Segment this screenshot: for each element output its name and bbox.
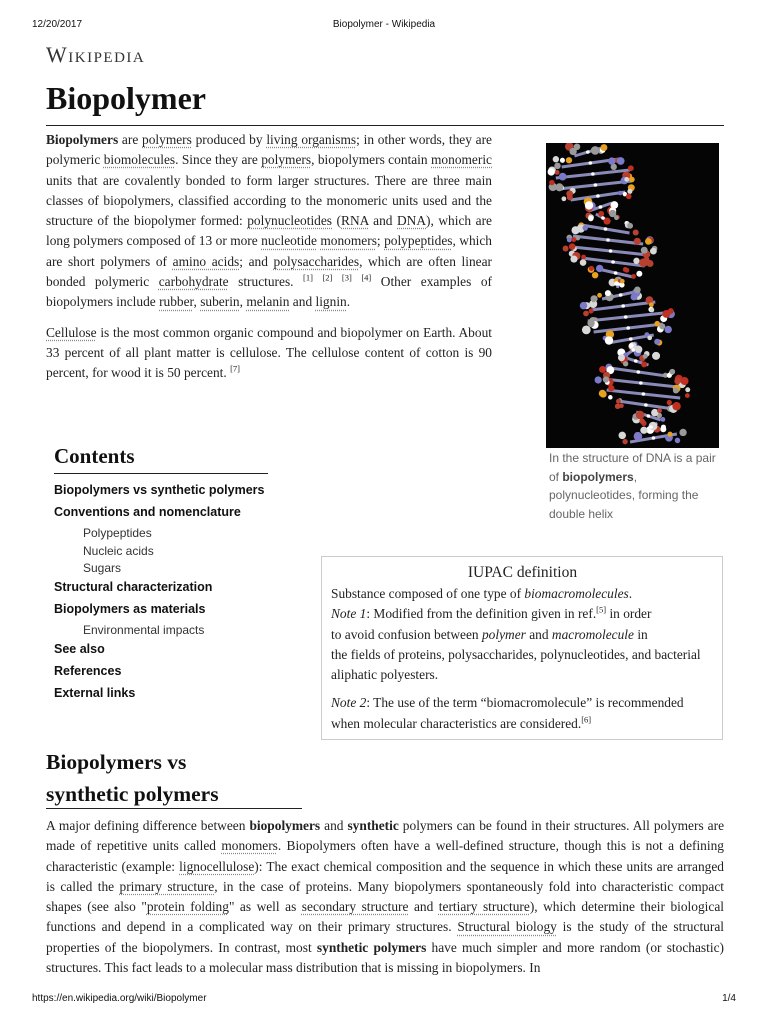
atom: [594, 183, 598, 187]
atom: [619, 403, 624, 408]
intro-paragraph-1: [46, 130, 492, 313]
text-run: : The use of the term “biomacromolecule” is recommended: [366, 695, 684, 711]
atom: [583, 225, 588, 230]
print-page-title: Biopolymer - Wikipedia: [332, 19, 436, 30]
atom: [639, 381, 643, 385]
text-run: ): The exact chemical composition and the sequence in which these units are arranged is called the: [46, 858, 724, 894]
atom: [603, 376, 609, 382]
atom: [626, 194, 632, 200]
wiki-link[interactable]: polynucleotides: [247, 213, 333, 229]
text-run: when molecular characteristics are considered.: [331, 715, 582, 731]
atom: [599, 390, 606, 397]
atom: [570, 256, 577, 263]
iupac-paragraph-1: [331, 584, 714, 685]
text-run: , polynucleotides, forming the double helix: [549, 469, 699, 521]
text-run: and: [525, 626, 552, 642]
atom: [634, 238, 641, 245]
atom: [608, 157, 615, 164]
atom: [559, 173, 567, 181]
atom: [637, 370, 641, 374]
atom: [624, 268, 629, 273]
atom: [624, 177, 629, 182]
atom: [605, 336, 613, 344]
atom: [583, 311, 589, 317]
atom: [661, 417, 666, 422]
atom: [566, 190, 573, 197]
atom: [679, 429, 686, 436]
atom: [599, 205, 603, 209]
wiki-link[interactable]: melanin: [246, 294, 290, 310]
toc-item[interactable]: Sugars: [83, 561, 122, 576]
atom: [599, 366, 606, 373]
print-date: 12/20/2017: [32, 19, 83, 30]
atom: [560, 158, 565, 163]
atom: [659, 323, 665, 329]
atom: [636, 411, 645, 420]
atom: [669, 369, 675, 375]
text-run: polymers can be found in their structures. All polymers are made of repetitive units called: [46, 818, 725, 854]
atom: [585, 201, 593, 209]
atom: [618, 354, 625, 361]
atom: [629, 177, 635, 183]
atom: [555, 170, 560, 175]
atom: [644, 257, 650, 263]
citation-ref[interactable]: [5]: [596, 604, 607, 615]
wiki-link[interactable]: Structural biology: [457, 919, 557, 935]
atom: [639, 418, 645, 424]
atom: [614, 271, 618, 275]
atom: [640, 427, 647, 434]
atom: [624, 315, 628, 319]
wiki-link[interactable]: amino acids: [172, 253, 240, 269]
atom: [675, 438, 681, 444]
atom: [668, 308, 674, 314]
toc-item[interactable]: References: [54, 663, 122, 678]
wiki-link[interactable]: polymers: [142, 132, 192, 147]
atom: [643, 354, 648, 359]
intro-section: [46, 130, 492, 384]
toc-item[interactable]: Biopolymers vs synthetic polymers: [54, 483, 265, 497]
text-run: ,: [239, 294, 247, 310]
atom: [598, 211, 604, 217]
toc-item[interactable]: External links: [54, 685, 136, 700]
text-run: Other examples of biopolymers include: [46, 274, 492, 310]
print-page-number: 1/4: [722, 993, 736, 1004]
atom: [581, 255, 586, 260]
atom: [569, 243, 576, 250]
atom: [629, 337, 633, 341]
atom: [674, 378, 680, 384]
atom: [611, 260, 615, 264]
atom: [616, 282, 620, 286]
wiki-link[interactable]: lignin: [315, 294, 347, 310]
atom: [627, 189, 632, 194]
toc-item[interactable]: Biopolymers as materials: [54, 602, 206, 617]
bold-term: biopolymers: [562, 469, 634, 484]
text-run: structures.: [228, 274, 304, 290]
atom: [650, 248, 657, 255]
wiki-link[interactable]: monomeric: [431, 152, 492, 168]
atom: [548, 168, 555, 175]
title-divider: [46, 125, 724, 126]
atom: [623, 361, 628, 366]
text-run: and: [320, 818, 348, 833]
wiki-link[interactable]: monomers: [221, 838, 278, 854]
atom: [567, 237, 572, 242]
toc-heading: Contents: [54, 444, 268, 474]
atom: [587, 319, 594, 326]
wiki-link[interactable]: biomolecules: [103, 152, 176, 168]
wiki-link[interactable]: tertiary structure: [438, 899, 530, 915]
atom: [589, 309, 594, 314]
atom: [657, 408, 662, 413]
atom: [571, 226, 579, 234]
atom: [652, 436, 656, 440]
atom: [628, 165, 634, 171]
atom: [654, 321, 660, 327]
wiki-link[interactable]: monomers: [320, 233, 377, 249]
iupac-paragraph-2: [331, 693, 714, 734]
bold-term: Biopolymers: [46, 132, 119, 147]
atom: [633, 229, 639, 235]
text-run: . Biopolymers often have a well-defined structure, though this is not a defining characteristic (example:: [46, 838, 724, 874]
atom: [622, 439, 627, 444]
citation-ref[interactable]: [7]: [230, 363, 240, 374]
atom: [620, 279, 625, 284]
atom: [685, 393, 690, 398]
print-url: https://en.wikipedia.org/wiki/Biopolymer: [32, 993, 207, 1004]
iupac-definition-box: [321, 556, 723, 740]
atom: [597, 293, 602, 298]
atom: [619, 432, 626, 439]
text-run: . Since they are: [175, 152, 262, 168]
dna-helix-graphic: [546, 143, 719, 448]
citation-ref[interactable]: [3]: [341, 272, 352, 283]
toc-list: [54, 481, 268, 706]
toc-item[interactable]: Environmental impacts: [83, 623, 205, 638]
text-run: " as well as: [228, 899, 302, 915]
text-run: aliphatic polyesters.: [331, 667, 439, 683]
atom: [652, 352, 660, 360]
dna-double-helix-image[interactable]: [546, 143, 719, 448]
text-run: in order: [606, 606, 652, 622]
atom: [617, 157, 625, 165]
wiki-link[interactable]: carbohydrate: [158, 274, 229, 290]
atom: [611, 201, 619, 209]
wikipedia-wordmark[interactable]: Wikipedia: [46, 42, 146, 67]
atom: [608, 395, 613, 400]
atom: [650, 308, 654, 312]
section-body: [46, 816, 724, 978]
atom: [641, 361, 647, 367]
atom: [647, 335, 652, 340]
toc-item[interactable]: Structural characterization: [54, 580, 213, 595]
toc-item[interactable]: Nucleic acids: [83, 543, 154, 558]
atom: [601, 216, 605, 220]
section-heading-biopolymers-vs-synthetic: [46, 746, 219, 810]
text-run: ), which determine their biological functions and depend in a complicated way on their primary structures.: [46, 899, 724, 935]
bold-term: synthetic polymers: [316, 939, 427, 955]
text-run: .: [346, 294, 351, 310]
atom: [589, 266, 594, 271]
atom: [634, 432, 643, 441]
atom: [596, 194, 600, 198]
atom: [649, 302, 654, 307]
atom: [588, 216, 593, 221]
text-run: is the study of the structural properties of the biopolymers. In contrast, most: [46, 919, 724, 955]
wiki-link[interactable]: nucleotide: [261, 233, 317, 249]
atom: [563, 246, 569, 252]
atom: [589, 161, 593, 165]
page-title: Biopolymer: [46, 80, 206, 116]
atom: [561, 196, 566, 201]
print-header: [0, 0, 768, 40]
atom: [604, 227, 608, 231]
atom: [580, 302, 588, 310]
text-run: and: [408, 899, 439, 915]
atom: [554, 163, 560, 169]
text-run: Substance composed of one type of: [331, 586, 525, 601]
atom: [634, 287, 641, 294]
iupac-heading: IUPAC definition: [467, 564, 578, 581]
italic-term: Note 2: [331, 695, 367, 711]
text-run: , which are often linear bonded polymeric: [46, 253, 492, 290]
text-run: the fields of proteins, polysaccharides, polynucleotides, and bacterial: [331, 646, 701, 662]
atom: [667, 432, 672, 437]
atom: [647, 414, 651, 418]
atom: [664, 326, 671, 333]
citation-ref[interactable]: [4]: [361, 272, 372, 283]
atom: [649, 425, 653, 429]
atom: [642, 392, 646, 396]
italic-term: macromolecule: [551, 626, 634, 642]
bold-term: biopolymers: [249, 818, 321, 833]
toc-item[interactable]: Conventions and nomenclature: [54, 505, 241, 519]
wiki-link[interactable]: secondary structure: [301, 899, 409, 915]
text-run: : Modified from the definition given in ref.: [366, 606, 597, 622]
table-of-contents: [54, 444, 268, 706]
atom: [633, 258, 639, 264]
wiki-link[interactable]: protein folding: [146, 899, 229, 915]
section-paragraph-1: [46, 816, 724, 978]
atom: [634, 359, 638, 363]
wiki-link[interactable]: primary structure: [119, 878, 215, 894]
atom: [667, 400, 672, 405]
text-run: is the most common organic compound and biopolymer on Earth. About 33 percent of all plant matter is cellulose. The cellulose content of cotton is 90 percent, for wood it is 50 percent.: [46, 324, 492, 381]
text-run: ,: [193, 294, 201, 310]
text-run: ), which are long polymers composed of 13 or more: [46, 213, 493, 249]
atom: [569, 148, 576, 155]
wiki-link[interactable]: polymers: [261, 152, 312, 168]
wiki-link[interactable]: polypeptides: [384, 233, 453, 249]
atom: [591, 172, 595, 176]
atom: [635, 346, 642, 353]
text-run: , biopolymers contain: [311, 152, 432, 168]
atom: [609, 249, 613, 253]
text-run: and: [368, 213, 398, 229]
atom: [601, 144, 608, 151]
atom: [661, 425, 666, 430]
atom: [618, 191, 623, 196]
atom: [608, 385, 614, 391]
atom: [549, 180, 554, 185]
text-run: [332, 274, 342, 289]
atom: [591, 298, 595, 302]
text-run: .: [628, 586, 633, 601]
toc-item[interactable]: See also: [54, 641, 105, 656]
text-run: units that are covalently bonded to form larger structures. There are three main classes of biopolymers, classified according to the monomeric units used and the structure of the biopolymer formed:: [46, 172, 492, 229]
text-run: In the structure of DNA is a pair of: [549, 451, 716, 484]
atom: [673, 387, 679, 393]
atom: [626, 326, 630, 330]
atom: [580, 259, 587, 266]
text-run: and: [289, 294, 316, 310]
atom: [553, 156, 559, 162]
atom: [685, 387, 690, 392]
text-run: produced by: [191, 132, 267, 147]
citation-ref[interactable]: [2]: [322, 272, 333, 283]
atom: [644, 403, 648, 407]
wiki-link[interactable]: suberin: [200, 294, 240, 310]
intro-paragraph-2: [46, 323, 492, 384]
atom: [616, 399, 621, 404]
wiki-link[interactable]: lignocellulose: [179, 858, 255, 874]
section-heading-line-2: synthetic polymers: [46, 782, 219, 806]
italic-term: biomacromolecules: [524, 586, 629, 601]
text-run: ; in other words, they are polymeric: [46, 132, 493, 168]
text-run: , in the case of proteins. Many biopolymers spontaneously fold into characteristic compact shapes (see also ": [46, 878, 724, 915]
wiki-link[interactable]: DNA: [397, 213, 427, 229]
text-run: ; and: [239, 253, 274, 269]
atom: [672, 402, 680, 410]
toc-item[interactable]: Polypeptides: [83, 526, 152, 540]
text-run: to avoid confusion between: [331, 626, 482, 642]
atom: [605, 290, 611, 296]
atom: [596, 265, 603, 272]
atom: [555, 183, 563, 191]
italic-term: Note 1: [331, 606, 367, 622]
wiki-link[interactable]: RNA: [341, 213, 369, 229]
atom: [629, 343, 634, 348]
atom: [582, 325, 591, 334]
text-run: are: [118, 132, 143, 147]
text-run: ;: [376, 233, 385, 249]
atom: [645, 238, 652, 245]
atom: [631, 348, 635, 352]
atom: [636, 271, 642, 277]
atom: [631, 274, 636, 279]
atom: [631, 293, 638, 300]
text-run: in: [633, 626, 648, 642]
text-run: , which are short polymers of: [46, 233, 492, 269]
atom: [595, 376, 602, 383]
wiki-link[interactable]: living organisms: [266, 132, 357, 147]
wiki-link[interactable]: Cellulose: [46, 324, 97, 340]
atom: [566, 157, 572, 163]
atom: [592, 272, 598, 278]
atom: [619, 293, 623, 297]
atom: [571, 237, 576, 242]
text-run: [352, 274, 362, 289]
atom: [606, 238, 610, 242]
text-run: (: [332, 213, 342, 229]
atom: [681, 377, 689, 385]
atom: [621, 304, 625, 308]
atom: [586, 150, 590, 154]
text-run: have much simpler and more random (or stochastic) structures. This fact leads to a molecular mass distribution that is missing in biopolymers. In: [46, 939, 724, 976]
atom: [641, 247, 648, 254]
print-footer: [0, 990, 768, 1020]
atom: [591, 146, 600, 155]
section-heading-line-1: Biopolymers vs: [46, 750, 187, 774]
atom: [654, 339, 660, 345]
citation-ref[interactable]: [6]: [581, 714, 592, 725]
citation-ref[interactable]: [1]: [303, 272, 313, 283]
wiki-link[interactable]: polysaccharides: [273, 253, 360, 269]
bold-term: synthetic: [347, 818, 399, 833]
italic-term: polymer: [481, 626, 526, 642]
atom: [627, 223, 633, 229]
figure-caption: [549, 449, 724, 523]
atom: [614, 215, 619, 220]
text-run: A major defining difference between: [46, 818, 250, 833]
section-divider: [46, 808, 302, 809]
wiki-link[interactable]: rubber: [159, 294, 194, 310]
